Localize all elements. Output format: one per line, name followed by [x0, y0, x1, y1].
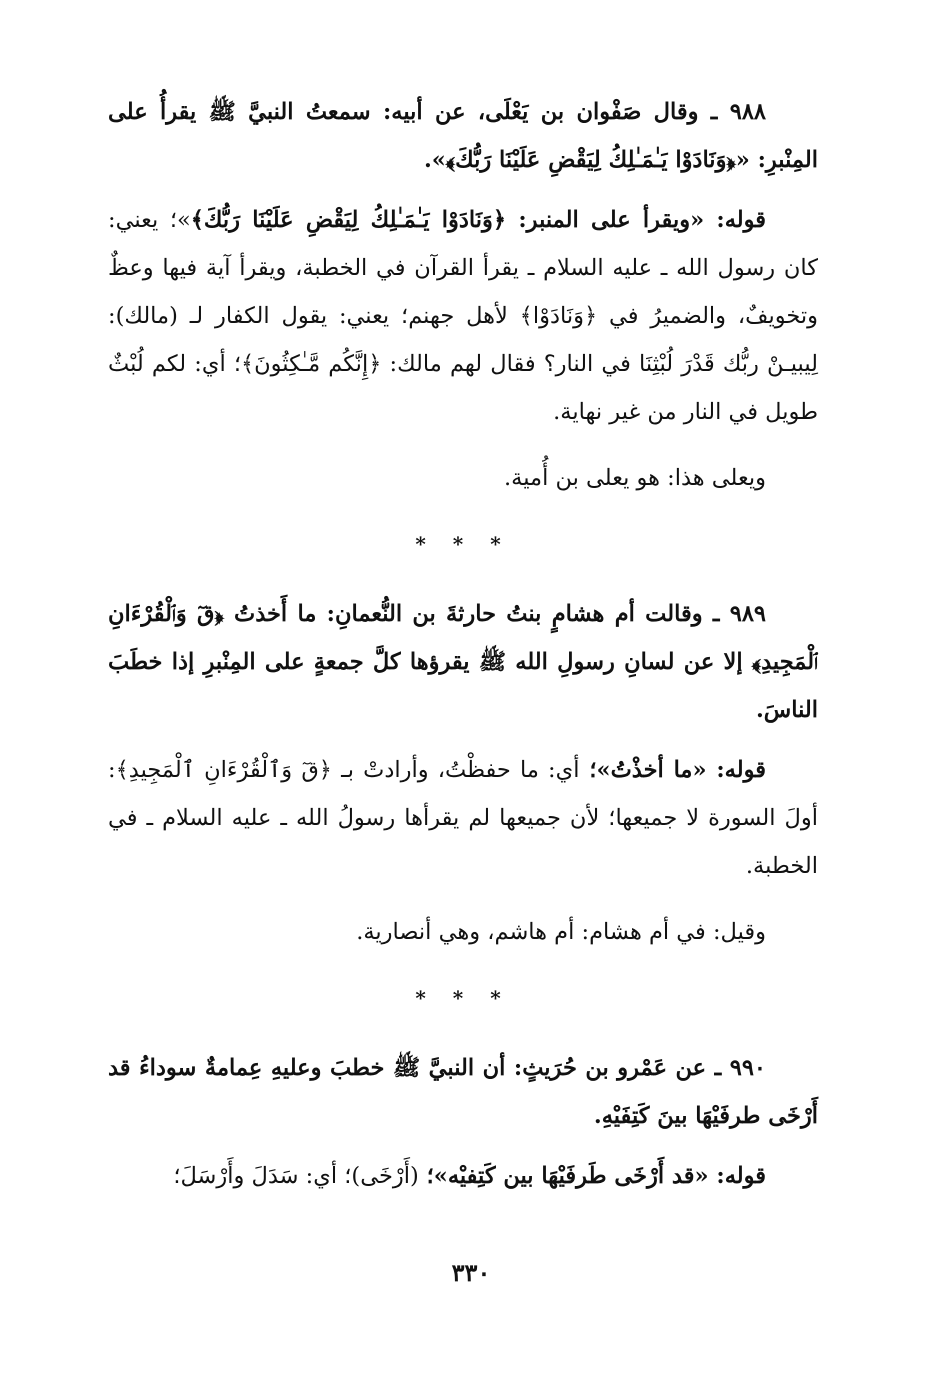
commentary-989-2: وقيل: في أم هشام: أم هاشم، وهي أنصارية.: [356, 919, 766, 945]
hadith-988-quran: ﴿وَنَادَوْا يَـٰمَـٰلِكُ لِيَقْضِ عَلَيْنَا رَبُّكَ﴾: [445, 147, 736, 173]
commentary-988-1-lead: قوله: «ويقرأ على المنبر:: [506, 207, 766, 233]
commentary-989-1-lead: قوله: «ما أخذْتُ»؛: [579, 757, 766, 783]
page-body: [108, 88, 818, 1200]
commentary-988-1: [108, 196, 818, 436]
commentary-990-1-lead: قوله: «قد أَرْخَى طَرفَيْهَا بين كَتِفيْه»؛: [418, 1163, 766, 1189]
commentary-989-1-tail: أي: ما حفظْتُ، وأرادتْ بـ ﴿قٓ وَٱلْقُرْءَانِ ٱلْمَجِيدِ﴾: أولَ السورة لا جميعها؛ لأن جميعها لم يقرأها رسولُ الله ـ عليه السلام ـ في الخطبة.: [108, 757, 818, 879]
hadith-988-lead: ٩٨٨ ـ وقال صَفْوان بن يَعْلَى، عن أبيه: سمعتُ النبيَّ ﷺ يقرأُ على المِنْبرِ: «: [108, 99, 818, 173]
hadith-988: [108, 88, 818, 184]
hadith-989-lead: ٩٨٩ ـ وقالت أم هشامٍ بنتُ حارثةَ بن النُّعمانِ: ما أَخذتُ: [223, 601, 766, 627]
commentary-989-1: [108, 746, 818, 890]
section-separator-2: * * *: [415, 986, 511, 1010]
commentary-990-1-tail: (أَرْخَى)؛ أي: سَدَلَ وأَرْسَلَ؛: [173, 1163, 419, 1189]
hadith-989-tail: إلا عن لسانِ رسولِ الله ﷺ يقرؤها كلَّ جمعةٍ على المِنْبرِ إذا خطَبَ الناسَ.: [108, 649, 818, 723]
commentary-988-2: ويعلى هذا: هو يعلى بن أُمية.: [504, 465, 766, 491]
page-number: ٣٣٠: [451, 1258, 491, 1287]
commentary-988-1-quran: ﴿وَنَادَوْا يَـٰمَـٰلِكُ لِيَقْضِ عَلَيْنَا رَبُّكَ﴾: [190, 207, 507, 233]
commentary-990-1: [108, 1152, 818, 1200]
section-separator-1: * * *: [415, 532, 511, 556]
hadith-989: [108, 590, 818, 734]
hadith-990-lead: ٩٩٠ ـ عن عَمْرو بن حُرَيثٍ: أن النبيَّ ﷺ خطبَ وعليهِ عِمامةٌ سوداءُ قد أَرْخَى طرفَيْهَا بينَ كَتِفَيْهِ.: [108, 1055, 818, 1129]
hadith-988-tail: ».: [423, 147, 446, 173]
hadith-990: [108, 1044, 818, 1140]
commentary-988-1-tail: »؛ يعني: كان رسول الله ـ عليه السلام ـ يقرأ القرآن في الخطبة، ويقرأ آية فيها وعظٌ وتخويفٌ، والضميرُ في ﴿وَنَادَوْا﴾ لأهل جهنم؛ يعني: يقول الكفار لـ (مالك): لِيبيـنْ ربُّك قَدْرَ لُبْثِنَا في النار؟ فقال لهم مالك: ﴿إِنَّكُم مَّـٰكِثُونَ﴾؛ أي: لكم لُبْثٌ طويل في النار من غير نهاية.: [108, 207, 818, 425]
hadith-989-quran: ﴿قٓ وَٱلْقُرْءَانِ ٱلْمَجِيدِ﴾: [108, 601, 818, 675]
